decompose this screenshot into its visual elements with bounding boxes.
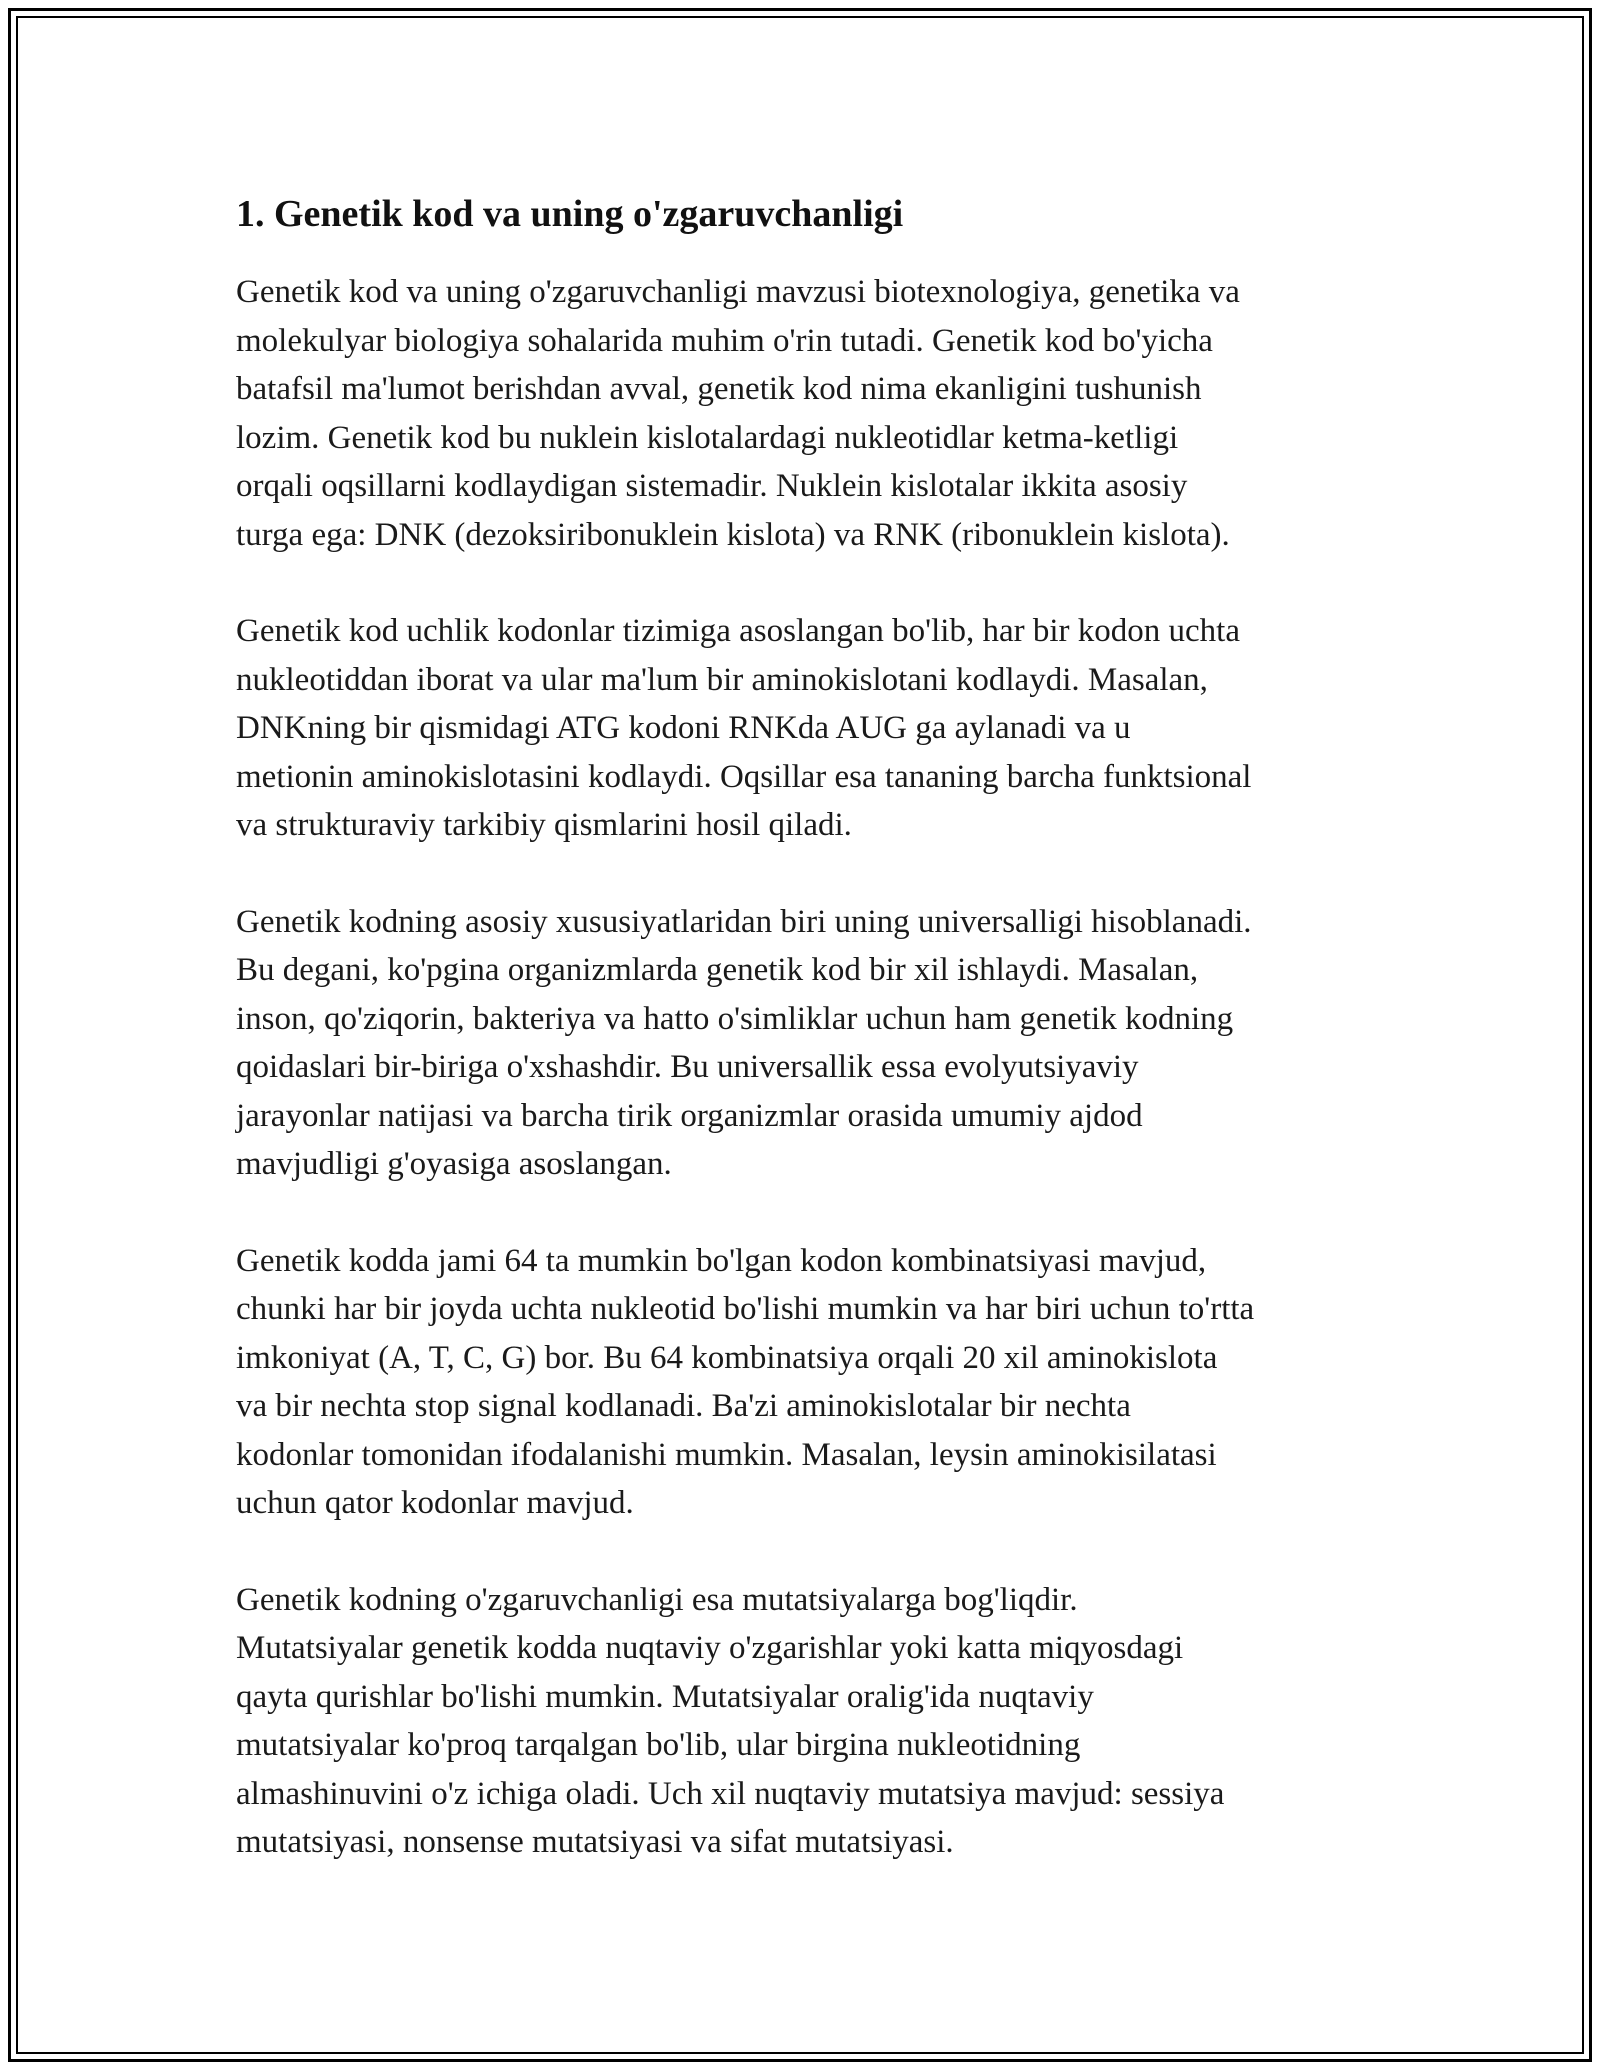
document-body [236,186,1376,1915]
page-title: 1. Genetik kod va uning o'zgaruvchanligi [236,193,904,235]
paragraph-universality: Genetik kodning asosiy xususiyatlaridan biri uning universalligi hisoblanadi. Bu degani, ko'pgina organizmlarda genetik kod bir xil ishlaydi. Masalan, inson, qo'ziqorin, bakteriya va hatto o'simliklar uchun ham genetik kodning qoidaslari bir-biriga o'xshashdir. Bu universallik essa evolyutsiyaviy jarayonlar natijasi va barcha tirik organizmlar orasida umumiy ajdod mavjudligi g'oyasiga asoslangan. [236,903,1252,1182]
paragraph-mutations: Genetik kodning o'zgaruvchanligi esa mutatsiyalarga bog'liqdir. Mutatsiyalar genetik kodda nuqtaviy o'zgarishlar yoki katta miqyosdagi qayta qurishlar bo'lishi mumkin. Mutatsiyalar oralig'ida nuqtaviy mutatsiyalar ko'proq tarqalgan bo'lib, ular birgina nukleotidning almashinuvini o'z ichiga oladi. Uch xil nuqtaviy mutatsiya mavjud: sessiya mutatsiyasi, nonsense mutatsiyasi va sifat mutatsiyasi. [236,1581,1225,1860]
paragraph-combinations: Genetik kodda jami 64 ta mumkin bo'lgan kodon kombinatsiyasi mavjud, chunki har bir joyda uchta nukleotid bo'lishi mumkin va har biri uchun to'rtta imkoniyat (A, T, C, G) bor. Bu 64 kombinatsiya orqali 20 xil aminokislota va bir nechta stop signal kodlanadi. Ba'zi aminokislotalar bir nechta kodonlar tomonidan ifodalanishi mumkin. Masalan, leysin aminokisilatasi uchun qator kodonlar mavjud. [236,1242,1255,1521]
paragraph-intro: Genetik kod va uning o'zgaruvchanligi mavzusi biotexnologiya, genetika va molekulyar biologiya sohalarida muhim o'rin tutadi. Genetik kod bo'yicha batafsil ma'lumot berishdan avval, genetik kod nima ekanligini tushunish lozim. Genetik kod bu nuklein kislotalardagi nukleotidlar ketma-ketligi orqali oqsillarni kodlaydigan sistemadir. Nuklein kislotalar ikkita asosiy turga ega: DNK (dezoksiribonuklein kislota) va RNK (ribonuklein kislota). [236,274,1240,553]
paragraph-codons: Genetik kod uchlik kodonlar tizimiga asoslangan bo'lib, har bir kodon uchta nukleotiddan iborat va ular ma'lum bir aminokislotani kodlaydi. Masalan, DNKning bir qismidagi ATG kodoni RNKda AUG ga aylanadi va u metionin aminokislotasini kodlaydi. Oqsillar esa tananing barcha funktsional va strukturaviy tarkibiy qismlarini hosil qiladi. [236,613,1252,843]
